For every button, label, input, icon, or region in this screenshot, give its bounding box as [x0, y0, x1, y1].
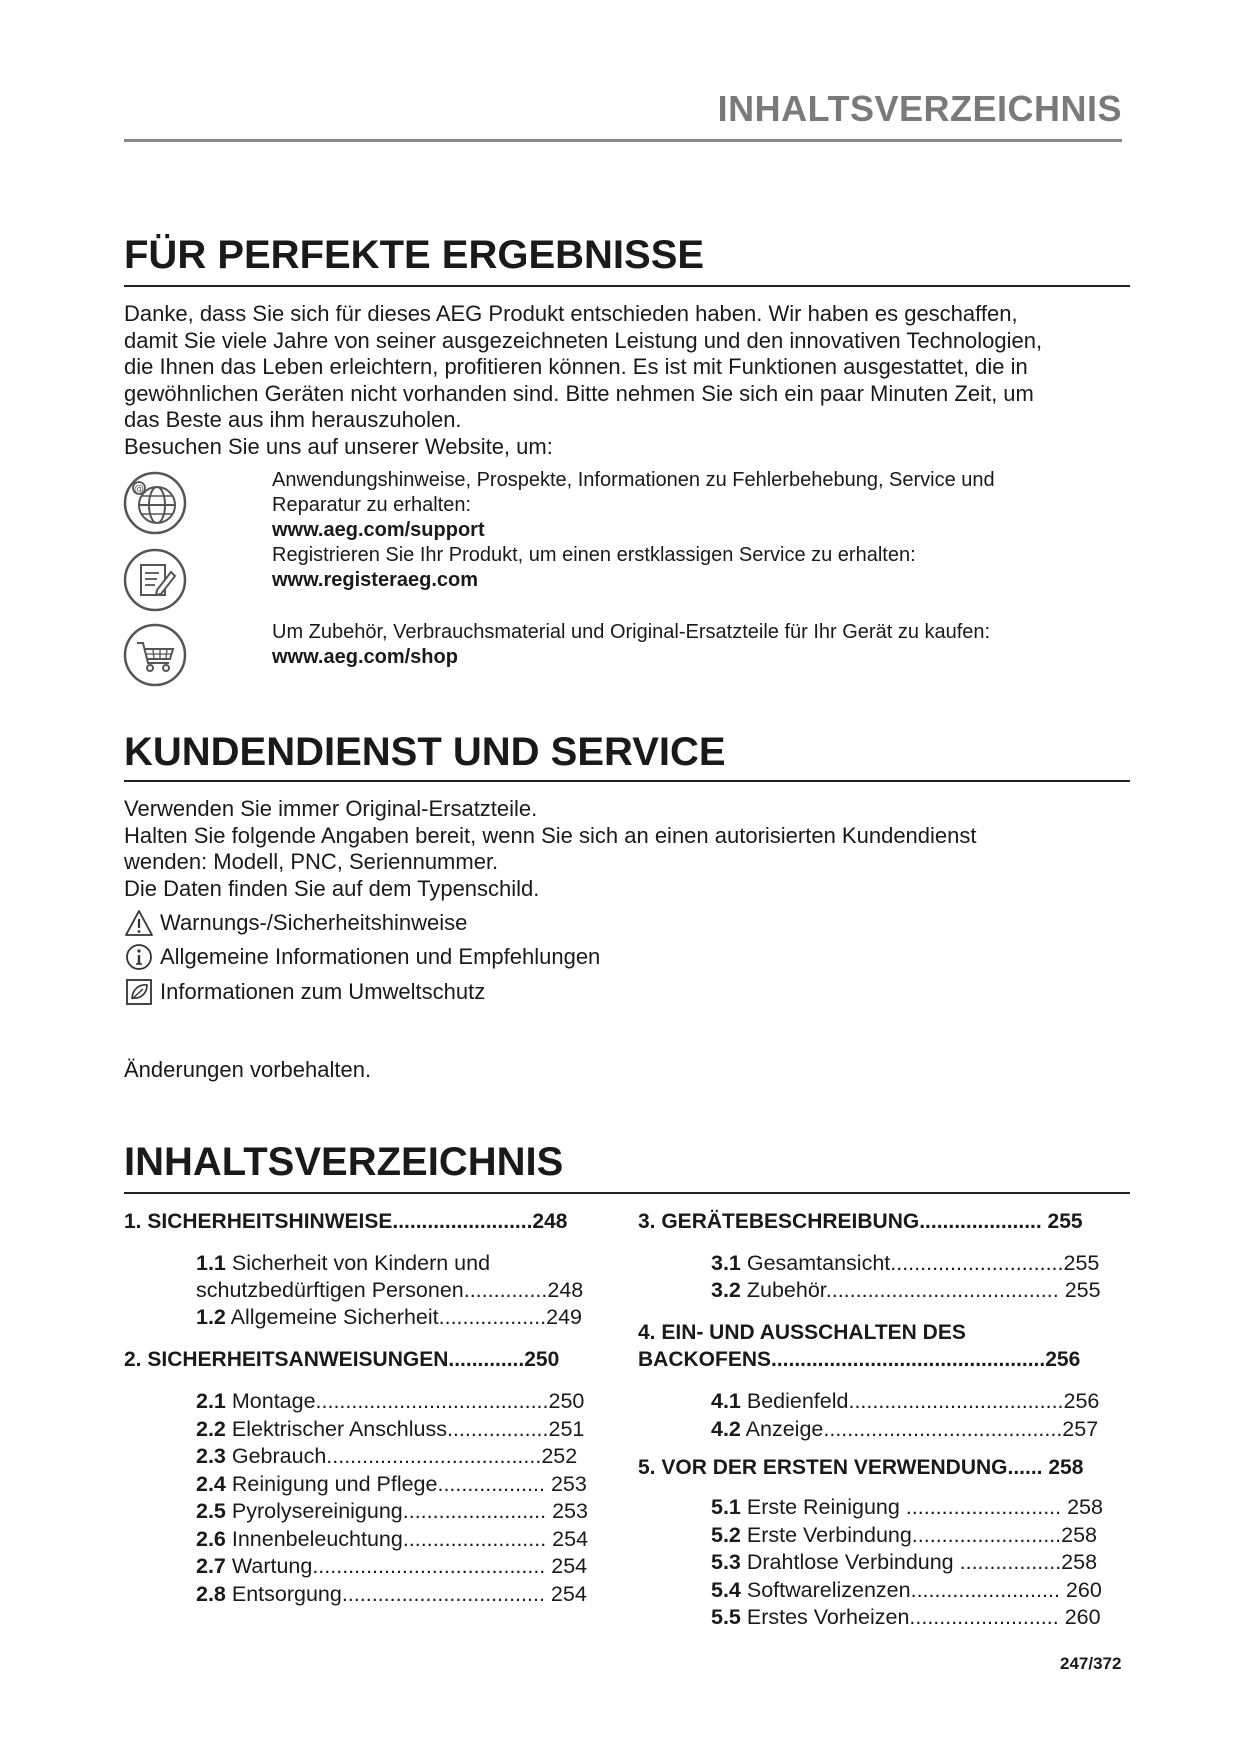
web-item-text: Anwendungshinweise, Prospekte, Informationen zu Fehlerbehebung, Service und — [272, 469, 995, 491]
intro-line: Danke, dass Sie sich für dieses AEG Produkt entschieden haben. Wir haben es geschaffen, — [124, 301, 1018, 326]
toc-text: Entsorgung.................................. 254 — [225, 1582, 587, 1606]
toc-entry-2-7[interactable] — [196, 1553, 587, 1580]
toc-entry-5-5[interactable] — [711, 1604, 1101, 1631]
toc-text: Bedienfeld....................................256 — [740, 1389, 1100, 1413]
toc-text: Allgemeine Sicherheit..................249 — [225, 1305, 583, 1329]
service-line: Verwenden Sie immer Original-Ersatzteile. — [124, 796, 538, 821]
shop-link[interactable]: www.aeg.com/shop — [272, 646, 458, 668]
service-paragraph — [124, 796, 977, 902]
warning-icon — [124, 908, 154, 938]
toc-text: Gesamtansicht.............................255 — [740, 1251, 1100, 1275]
toc-number: 5.5 — [711, 1605, 741, 1629]
toc-text: Erste Reinigung .......................... 258 — [740, 1495, 1103, 1519]
web-item-support — [272, 468, 995, 543]
section-divider — [124, 780, 1130, 782]
register-link[interactable]: www.registeraeg.com — [272, 569, 478, 591]
toc-text: Zubehör....................................... 255 — [740, 1278, 1101, 1302]
page-number: 247/372 — [1060, 1654, 1122, 1673]
toc-text: Sicherheit von Kindern und — [225, 1251, 491, 1275]
web-item-shop — [272, 620, 990, 670]
toc-entry-1-2[interactable] — [196, 1304, 582, 1331]
toc-entry-4-cont[interactable]: BACKOFENS...............................................256 — [638, 1348, 1081, 1371]
toc-number: 5.2 — [711, 1523, 741, 1547]
toc-entry-2-2[interactable] — [196, 1416, 584, 1443]
toc-entry-4-1[interactable] — [711, 1388, 1099, 1415]
toc-number: 4.2 — [711, 1417, 741, 1441]
toc-entry-2-1[interactable] — [196, 1388, 584, 1415]
service-line: Die Daten finden Sie auf dem Typenschild. — [124, 875, 540, 901]
legend-warning — [124, 908, 467, 938]
service-line: wenden: Modell, PNC, Seriennummer. — [124, 849, 499, 874]
toc-number: 5.4 — [711, 1578, 741, 1602]
legend-label: Allgemeine Informationen und Empfehlungen — [160, 944, 601, 969]
register-icon — [123, 548, 187, 612]
web-item-text: Um Zubehör, Verbrauchsmaterial und Original-Ersatzteile für Ihr Gerät zu kaufen: — [272, 621, 991, 643]
web-item-register — [272, 543, 916, 593]
toc-entry-3[interactable]: 3. GERÄTEBESCHREIBUNG..................... 255 — [638, 1210, 1083, 1233]
toc-entry-4[interactable]: 4. EIN- UND AUSSCHALTEN DES — [638, 1321, 966, 1344]
toc-text: Erstes Vorheizen......................... 260 — [740, 1605, 1101, 1629]
support-link[interactable]: www.aeg.com/support — [272, 519, 485, 541]
toc-entry-5-4[interactable] — [711, 1577, 1102, 1604]
section-title-perfect-results: FÜR PERFEKTE ERGEBNISSE — [124, 233, 705, 277]
toc-number: 3.1 — [711, 1251, 741, 1275]
toc-entry-1-1-cont[interactable]: schutzbedürftigen Personen..............248 — [196, 1278, 584, 1302]
legend-info — [124, 942, 600, 972]
web-item-text: Reparatur zu erhalten: — [272, 494, 472, 516]
toc-text: Erste Verbindung.........................258 — [740, 1523, 1098, 1547]
toc-entry-5-1[interactable] — [711, 1494, 1103, 1521]
leaf-icon — [124, 977, 154, 1007]
toc-text: Innenbeleuchtung........................ 254 — [225, 1527, 589, 1551]
toc-entry-3-1[interactable] — [711, 1250, 1099, 1277]
toc-text: Softwarelizenzen......................... 260 — [740, 1578, 1102, 1602]
toc-number: 2.5 — [196, 1499, 226, 1523]
toc-text: Elektrischer Anschluss.................251 — [225, 1417, 585, 1441]
toc-text: Gebrauch....................................252 — [225, 1444, 578, 1468]
legend-label: Warnungs-/Sicherheitshinweise — [160, 910, 468, 935]
toc-entry-1[interactable]: 1. SICHERHEITSHINWEISE........................248 — [124, 1210, 568, 1233]
toc-entry-2-3[interactable] — [196, 1443, 577, 1470]
toc-entry-2-6[interactable] — [196, 1526, 588, 1553]
toc-number: 2.1 — [196, 1389, 226, 1413]
legend-environment — [124, 977, 485, 1007]
toc-text: Pyrolysereinigung........................ 253 — [225, 1499, 588, 1523]
toc-entry-1-1[interactable] — [196, 1250, 490, 1277]
toc-number: 1.1 — [196, 1251, 226, 1275]
web-item-text: Registrieren Sie Ihr Produkt, um einen erstklassigen Service zu erhalten: — [272, 544, 916, 566]
section-title-toc: INHALTSVERZEICHNIS — [124, 1140, 564, 1184]
toc-entry-5-2[interactable] — [711, 1522, 1097, 1549]
intro-line: gewöhnlichen Geräten nicht vorhanden sind. Bitte nehmen Sie sich ein paar Minuten Zeit, um — [124, 380, 1034, 406]
toc-number: 5.3 — [711, 1550, 741, 1574]
toc-entry-2-4[interactable] — [196, 1471, 587, 1498]
changes-note: Änderungen vorbehalten. — [124, 1057, 372, 1082]
page-header-title: INHALTSVERZEICHNIS — [717, 88, 1122, 129]
toc-entry-2-8[interactable] — [196, 1581, 587, 1608]
toc-entry-2[interactable]: 2. SICHERHEITSANWEISUNGEN.............250 — [124, 1348, 560, 1371]
legend-label: Informationen zum Umweltschutz — [160, 979, 486, 1004]
toc-number: 2.7 — [196, 1554, 226, 1578]
toc-entry-5-3[interactable] — [711, 1549, 1097, 1576]
toc-number: 5.1 — [711, 1495, 741, 1519]
intro-paragraph — [124, 301, 1042, 460]
toc-number: 2.8 — [196, 1582, 226, 1606]
section-title-customer-service: KUNDENDIENST UND SERVICE — [124, 730, 726, 774]
toc-number: 2.4 — [196, 1472, 226, 1496]
toc-number: 4.1 — [711, 1389, 741, 1413]
section-divider — [124, 1192, 1130, 1194]
toc-text: Montage.......................................250 — [225, 1389, 585, 1413]
intro-line: die Ihnen das Leben erleichtern, profitieren können. Es ist mit Funktionen ausgestattet, die in — [124, 354, 1028, 379]
toc-number: 2.3 — [196, 1444, 226, 1468]
globe-icon — [123, 471, 187, 535]
toc-entry-5[interactable]: 5. VOR DER ERSTEN VERWENDUNG...... 258 — [638, 1456, 1084, 1479]
toc-text: Reinigung und Pflege.................. 253 — [225, 1472, 587, 1496]
shopping-cart-icon — [123, 623, 187, 687]
intro-line: damit Sie viele Jahre von seiner ausgezeichneten Leistung und den innovativen Technologien, — [124, 327, 1043, 353]
toc-number: 3.2 — [711, 1278, 741, 1302]
section-divider — [124, 285, 1130, 287]
toc-number: 2.6 — [196, 1527, 226, 1551]
info-icon — [124, 942, 154, 972]
toc-text: Drahtlose Verbindung .................258 — [740, 1550, 1098, 1574]
svg-text:@: @ — [134, 484, 144, 495]
toc-number: 2.2 — [196, 1417, 226, 1441]
toc-entry-2-5[interactable] — [196, 1498, 588, 1525]
toc-text: Wartung....................................... 254 — [225, 1554, 588, 1578]
intro-line: Besuchen Sie uns auf unserer Website, um: — [124, 433, 553, 459]
toc-entry-3-2[interactable] — [711, 1277, 1101, 1304]
toc-entry-4-2[interactable] — [711, 1416, 1098, 1443]
service-line: Halten Sie folgende Angaben bereit, wenn Sie sich an einen autorisierten Kundendienst — [124, 822, 977, 848]
toc-text: Anzeige........................................257 — [740, 1417, 1099, 1441]
header-divider — [124, 139, 1122, 142]
toc-number: 1.2 — [196, 1305, 226, 1329]
intro-line: das Beste aus ihm herauszuholen. — [124, 407, 462, 432]
